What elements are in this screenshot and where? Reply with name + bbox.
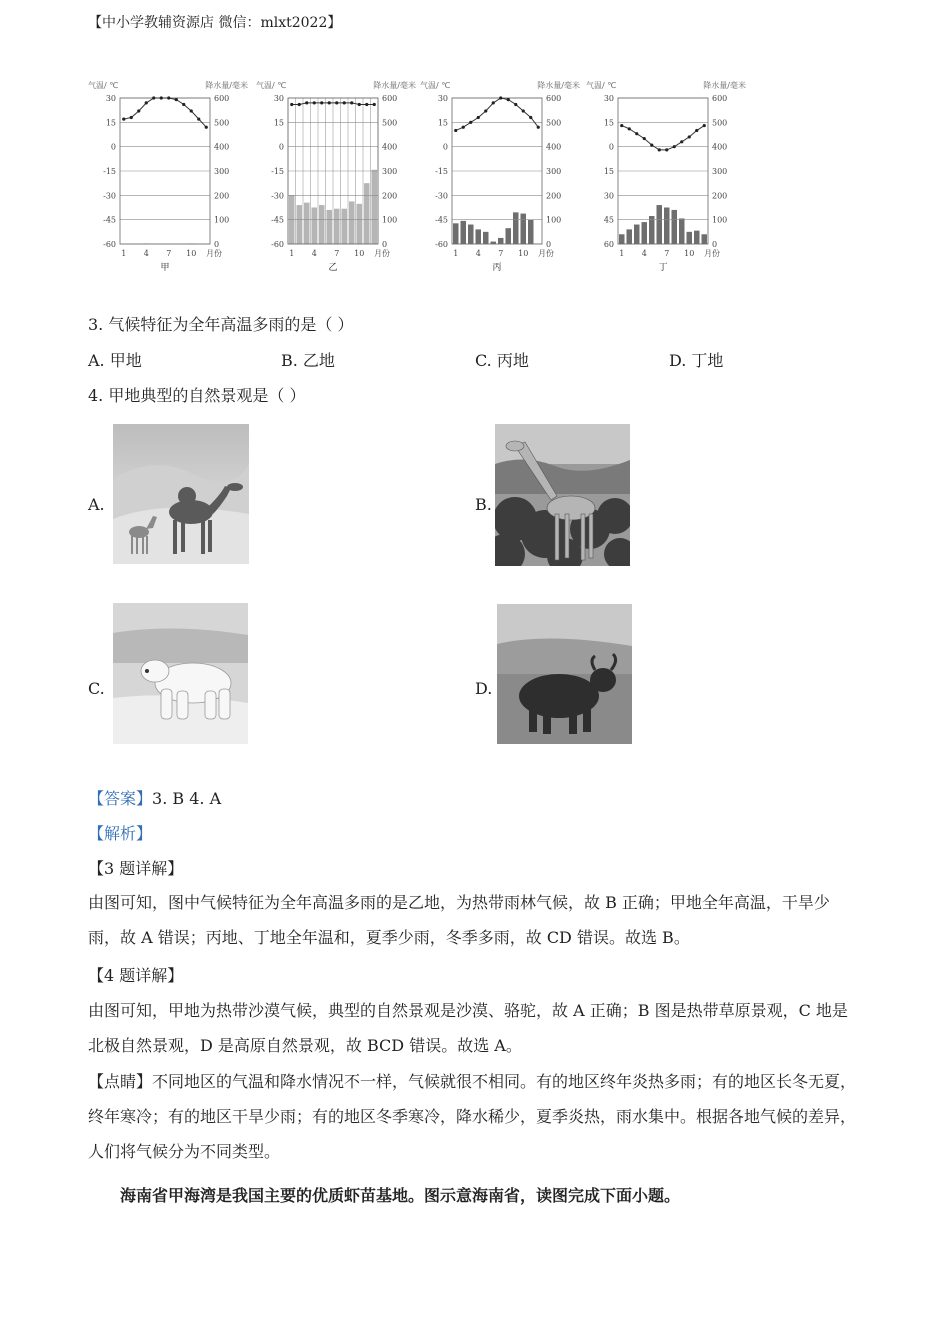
temperature-point xyxy=(320,101,323,104)
right-tick-label: 200 xyxy=(712,191,728,201)
temperature-point xyxy=(628,127,631,130)
left-tick-label: -15 xyxy=(435,167,448,176)
precip-bar xyxy=(319,205,325,244)
temperature-point xyxy=(484,109,487,112)
detail-3-title: 【3 题详解】 xyxy=(88,859,184,878)
precip-bar xyxy=(476,229,482,244)
left-tick-label: 0 xyxy=(608,142,614,152)
precip-bar xyxy=(372,170,378,244)
temperature-point xyxy=(298,103,301,106)
temperature-point xyxy=(190,109,193,112)
temperature-point xyxy=(507,98,510,101)
temperature-point xyxy=(454,129,457,132)
temperature-point xyxy=(680,140,683,143)
precip-bar xyxy=(498,238,504,244)
right-tick-label: 100 xyxy=(382,215,398,225)
temperature-point xyxy=(335,101,338,104)
temperature-point xyxy=(514,103,517,106)
temperature-point xyxy=(673,145,676,148)
next-question-intro: 海南省甲海湾是我国主要的优质虾苗基地。图示意海南省，读图完成下面小题。 xyxy=(120,1186,681,1205)
x-tick-label: 月份 xyxy=(206,249,222,258)
left-tick-label: -30 xyxy=(435,191,448,201)
temperature-point xyxy=(152,96,155,99)
detail-4-text: 由图可知，甲地为热带沙漠气候，典型的自然景观是沙漠、骆驼，故 A 正确；B 图是热带草原景观，C 地是北极自然景观，D 是高原自然景观，故 BCD 错误。故选 A。 xyxy=(88,1001,848,1055)
temperature-point xyxy=(635,132,638,135)
temperature-line xyxy=(622,126,705,150)
temperature-point xyxy=(130,116,133,119)
temperature-point xyxy=(643,137,646,140)
precip-axis-label: 降水量/毫米 xyxy=(205,81,248,90)
temperature-point xyxy=(205,126,208,129)
x-tick-label: 1 xyxy=(619,249,625,258)
left-tick-label: 15 xyxy=(105,118,116,128)
right-tick-label: 200 xyxy=(214,191,230,201)
precip-bar xyxy=(506,228,512,244)
temp-axis-label: 气温/ ℃ xyxy=(256,81,287,90)
precip-bar xyxy=(627,229,633,244)
temperature-point xyxy=(137,109,140,112)
right-tick-label: 0 xyxy=(712,240,718,249)
precip-bar xyxy=(702,234,708,244)
precip-bar xyxy=(513,212,519,244)
temperature-point xyxy=(537,126,540,129)
chart-name: 丁 xyxy=(658,263,668,273)
polar-bear-image xyxy=(113,603,248,744)
x-tick-label: 月份 xyxy=(704,249,720,258)
q4-option-b-label: B. xyxy=(475,495,492,514)
page-header: 【中小学教辅资源店 微信：mlxt2022】 xyxy=(88,15,342,31)
right-tick-label: 600 xyxy=(712,94,728,103)
x-tick-label: 4 xyxy=(475,249,481,258)
temperature-point xyxy=(167,96,170,99)
right-tick-label: 500 xyxy=(546,118,562,128)
temperature-point xyxy=(477,116,480,119)
right-tick-label: 100 xyxy=(546,215,562,225)
precip-bar xyxy=(634,225,640,244)
left-tick-label: -45 xyxy=(271,215,284,225)
x-tick-label: 10 xyxy=(684,249,695,258)
right-tick-label: 100 xyxy=(712,215,728,225)
x-tick-label: 7 xyxy=(166,249,172,258)
answer-text: 3. B 4. A xyxy=(152,789,222,808)
right-tick-label: 400 xyxy=(214,142,230,152)
temperature-point xyxy=(492,101,495,104)
answer-tag: 【答案】 xyxy=(88,789,153,808)
x-tick-label: 4 xyxy=(311,249,317,258)
right-tick-label: 500 xyxy=(382,118,398,128)
left-tick-label: 30 xyxy=(603,94,614,103)
temperature-point xyxy=(328,101,331,104)
left-tick-label: -30 xyxy=(103,191,116,201)
precip-bar xyxy=(679,218,685,244)
temp-axis-label: 气温/ ℃ xyxy=(420,81,451,90)
climate-chart-yi xyxy=(256,76,416,276)
left-tick-label: 15 xyxy=(273,118,284,128)
temperature-point xyxy=(469,121,472,124)
x-tick-label: 月份 xyxy=(538,249,554,258)
left-tick-label: 60 xyxy=(603,240,614,249)
detail-4-title: 【4 题详解】 xyxy=(88,966,184,985)
right-tick-label: 0 xyxy=(214,240,220,249)
precip-bar xyxy=(649,216,655,244)
temperature-point xyxy=(522,109,525,112)
x-tick-label: 4 xyxy=(641,249,647,258)
savanna-giraffe-image xyxy=(495,424,630,566)
precip-bar xyxy=(461,221,467,244)
temperature-point xyxy=(650,143,653,146)
left-tick-label: -15 xyxy=(103,167,116,176)
right-tick-label: 300 xyxy=(712,167,728,176)
temperature-point xyxy=(350,101,353,104)
temperature-point xyxy=(358,103,361,106)
x-tick-label: 1 xyxy=(289,249,295,258)
precip-bar xyxy=(687,232,693,244)
precip-bar xyxy=(327,210,333,244)
temperature-point xyxy=(313,101,316,104)
right-tick-label: 100 xyxy=(214,215,230,225)
desert-camel-image xyxy=(113,424,249,564)
q3-option-a: A. 甲地 xyxy=(88,351,142,370)
q3-option-d: D. 丁地 xyxy=(669,351,724,370)
precip-bar xyxy=(657,205,663,244)
precip-bar xyxy=(453,223,459,244)
left-tick-label: 30 xyxy=(105,94,116,103)
chart-name: 乙 xyxy=(328,263,338,273)
left-tick-label: 0 xyxy=(110,142,116,152)
question-4-stem: 4. 甲地典型的自然景观是（ ） xyxy=(88,386,306,405)
temperature-line xyxy=(456,98,539,130)
x-tick-label: 1 xyxy=(453,249,459,258)
right-tick-label: 500 xyxy=(214,118,230,128)
precip-bar xyxy=(297,205,303,244)
right-tick-label: 400 xyxy=(546,142,562,152)
tip-tag: 【点睛】 xyxy=(88,1072,153,1091)
precip-axis-label: 降水量/毫米 xyxy=(703,81,746,90)
precip-bar xyxy=(694,231,700,244)
temperature-point xyxy=(365,103,368,106)
left-tick-label: 45 xyxy=(603,215,614,225)
precip-bar xyxy=(664,208,670,245)
right-tick-label: 600 xyxy=(214,94,230,103)
precip-bar xyxy=(619,234,625,244)
temperature-point xyxy=(665,148,668,151)
x-tick-label: 10 xyxy=(186,249,197,258)
tip-text: 不同地区的气温和降水情况不一样，气候就很不相同。有的地区终年炎热多雨；有的地区长冬无夏，终年寒冷；有的地区干旱少雨；有的地区冬季寒冷，降水稀少，夏季炎热，雨水集中。根据各地气候的差异，人们将气候分为不同类型。 xyxy=(88,1072,857,1161)
right-tick-label: 600 xyxy=(382,94,398,103)
precip-bar xyxy=(349,201,355,244)
answer-line xyxy=(88,789,221,809)
x-tick-label: 1 xyxy=(121,249,127,258)
precip-bar xyxy=(357,204,363,244)
right-tick-label: 0 xyxy=(382,240,388,249)
precip-bar xyxy=(521,214,527,244)
left-tick-label: -60 xyxy=(435,240,448,249)
climate-chart-jia xyxy=(88,76,248,276)
temperature-point xyxy=(499,96,502,99)
right-tick-label: 600 xyxy=(546,94,562,103)
precip-bar xyxy=(342,209,348,244)
temperature-point xyxy=(197,117,200,120)
temp-axis-label: 气温/ ℃ xyxy=(586,81,617,90)
left-tick-label: 0 xyxy=(278,142,284,152)
tip-paragraph xyxy=(88,1064,860,1169)
precip-bar xyxy=(334,209,340,244)
right-tick-label: 0 xyxy=(546,240,552,249)
left-tick-label: -60 xyxy=(103,240,116,249)
precip-bar xyxy=(364,183,370,244)
x-tick-label: 月份 xyxy=(374,249,390,258)
left-tick-label: -60 xyxy=(271,240,284,249)
right-tick-label: 300 xyxy=(546,167,562,176)
right-tick-label: 500 xyxy=(712,118,728,128)
precip-bar xyxy=(483,232,489,244)
analysis-tag: 【解析】 xyxy=(88,824,153,843)
question-3-stem: 3. 气候特征为全年高温多雨的是（ ） xyxy=(88,315,354,334)
x-tick-label: 7 xyxy=(334,249,340,258)
temperature-point xyxy=(145,101,148,104)
temperature-point xyxy=(703,124,706,127)
temperature-point xyxy=(695,129,698,132)
precip-axis-label: 降水量/毫米 xyxy=(373,81,416,90)
right-tick-label: 400 xyxy=(382,142,398,152)
precip-bar xyxy=(642,222,648,244)
precip-bar xyxy=(672,210,678,244)
left-tick-label: -30 xyxy=(271,191,284,201)
chart-name: 甲 xyxy=(160,263,170,273)
right-tick-label: 400 xyxy=(712,142,728,152)
temperature-point xyxy=(305,101,308,104)
temperature-point xyxy=(160,96,163,99)
left-tick-label: 30 xyxy=(273,94,284,103)
precip-axis-label: 降水量/毫米 xyxy=(537,81,580,90)
q4-option-a-label: A. xyxy=(88,495,105,514)
left-tick-label: 30 xyxy=(437,94,448,103)
right-tick-label: 200 xyxy=(382,191,398,201)
left-tick-label: 15 xyxy=(603,118,614,128)
x-tick-label: 10 xyxy=(354,249,365,258)
temperature-point xyxy=(373,103,376,106)
right-tick-label: 300 xyxy=(214,167,230,176)
temperature-point xyxy=(462,126,465,129)
climate-chart-ding xyxy=(586,76,746,276)
precip-bar xyxy=(528,220,534,244)
precip-bar xyxy=(468,225,474,244)
left-tick-label: 15 xyxy=(437,118,448,128)
left-tick-label: 15 xyxy=(603,167,614,176)
temperature-line xyxy=(124,98,207,127)
detail-3-text: 由图可知，图中气候特征为全年高温多雨的是乙地，为热带雨林气候，故 B 正确；甲地全年高温，干旱少雨，故 A 错误；丙地、丁地全年温和，夏季少雨，冬季多雨，故 CD 错误。故选 B。 xyxy=(88,893,830,947)
left-tick-label: 30 xyxy=(603,191,614,201)
right-tick-label: 200 xyxy=(546,191,562,201)
chart-name: 丙 xyxy=(492,263,502,273)
left-tick-label: -45 xyxy=(435,215,448,225)
x-tick-label: 10 xyxy=(518,249,529,258)
q3-option-b: B. 乙地 xyxy=(281,351,335,370)
temperature-point xyxy=(343,101,346,104)
climate-chart-bing xyxy=(420,76,580,276)
x-tick-label: 7 xyxy=(498,249,504,258)
temperature-point xyxy=(529,116,532,119)
temperature-point xyxy=(182,103,185,106)
right-tick-label: 300 xyxy=(382,167,398,176)
q4-option-c-label: C. xyxy=(88,679,105,698)
left-tick-label: -15 xyxy=(271,167,284,176)
q3-option-c: C. 丙地 xyxy=(475,351,529,370)
temperature-point xyxy=(688,135,691,138)
x-tick-label: 4 xyxy=(143,249,149,258)
temperature-point xyxy=(122,117,125,120)
left-tick-label: -45 xyxy=(103,215,116,225)
q4-option-d-label: D. xyxy=(475,679,493,698)
temperature-point xyxy=(175,98,178,101)
temperature-point xyxy=(290,103,293,106)
precip-bar xyxy=(304,203,310,244)
precip-bar xyxy=(312,208,318,245)
yak-plateau-image xyxy=(497,604,632,744)
left-tick-label: 0 xyxy=(442,142,448,152)
temperature-point xyxy=(658,148,661,151)
temperature-point xyxy=(620,124,623,127)
x-tick-label: 7 xyxy=(664,249,670,258)
temp-axis-label: 气温/ ℃ xyxy=(88,81,119,90)
